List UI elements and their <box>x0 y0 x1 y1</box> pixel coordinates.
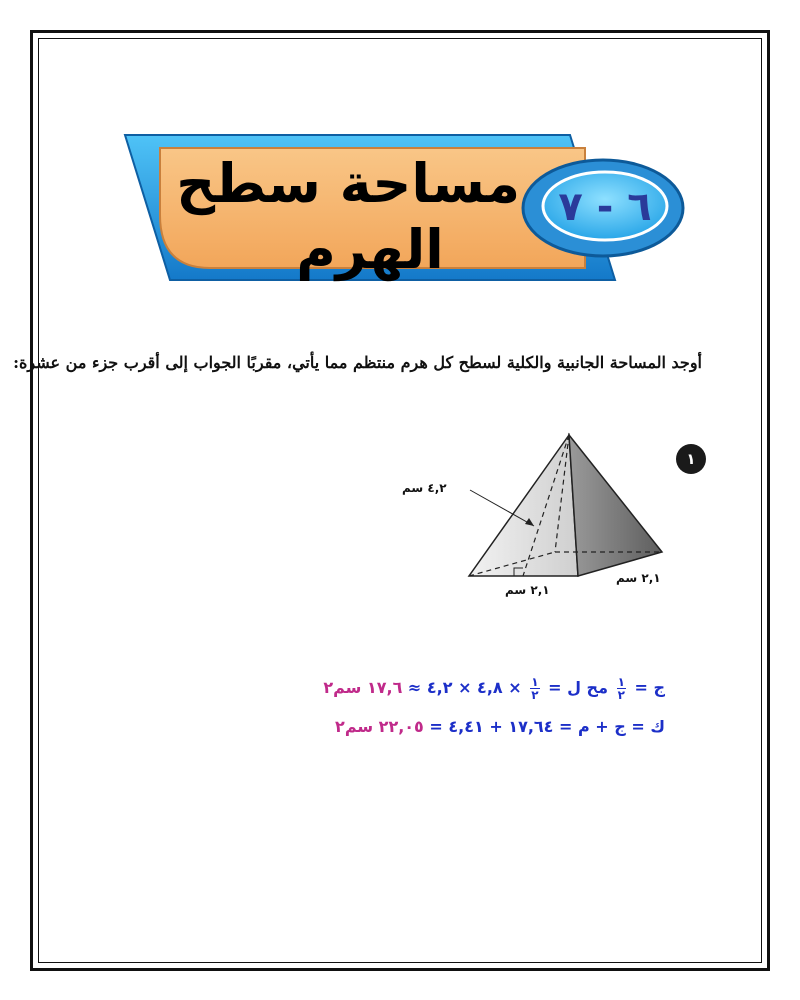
eq1-lhs: ج = <box>634 678 665 697</box>
lesson-title-line1: مساحة سطح <box>176 152 520 215</box>
solution-line-1 <box>323 676 665 701</box>
eq1-fraction-b: $\frac{١}{٢}$ <box>531 675 539 702</box>
instructions-text: أوجد المساحة الجانبية والكلية لسطح كل هرم منتظم مما يأتي، مقربًا الجواب إلى أقرب جزء من عشرة: <box>13 353 702 372</box>
lesson-title-line2: الهرم <box>296 218 444 281</box>
base-side-label: ٢,١ سم <box>616 571 661 585</box>
base-front-label: ٢,١ سم <box>505 583 550 597</box>
eq1-result: ١٧,٦ سم٢ <box>323 678 403 697</box>
solution-line-2 <box>335 717 665 736</box>
pyramid-diagram <box>400 430 675 630</box>
eq2-result: ٢٢,٠٥ سم٢ <box>335 717 424 736</box>
pyramid-face-right <box>569 435 662 576</box>
question-number-badge: ١ <box>676 444 706 474</box>
eq1-fraction-a: $\frac{١}{٢}$ <box>617 675 625 702</box>
eq1-mid2: × ٤,٨ × ٤,٢ ≈ <box>407 678 522 697</box>
lesson-number: ٦ - ٧ <box>558 184 652 230</box>
slant-height-label: ٤,٢ سم <box>402 481 447 495</box>
eq1-mid1: مح ل = <box>548 678 608 697</box>
eq2-expression: ك = ج + م = ١٧,٦٤ + ٤,٤١ = <box>429 717 665 736</box>
